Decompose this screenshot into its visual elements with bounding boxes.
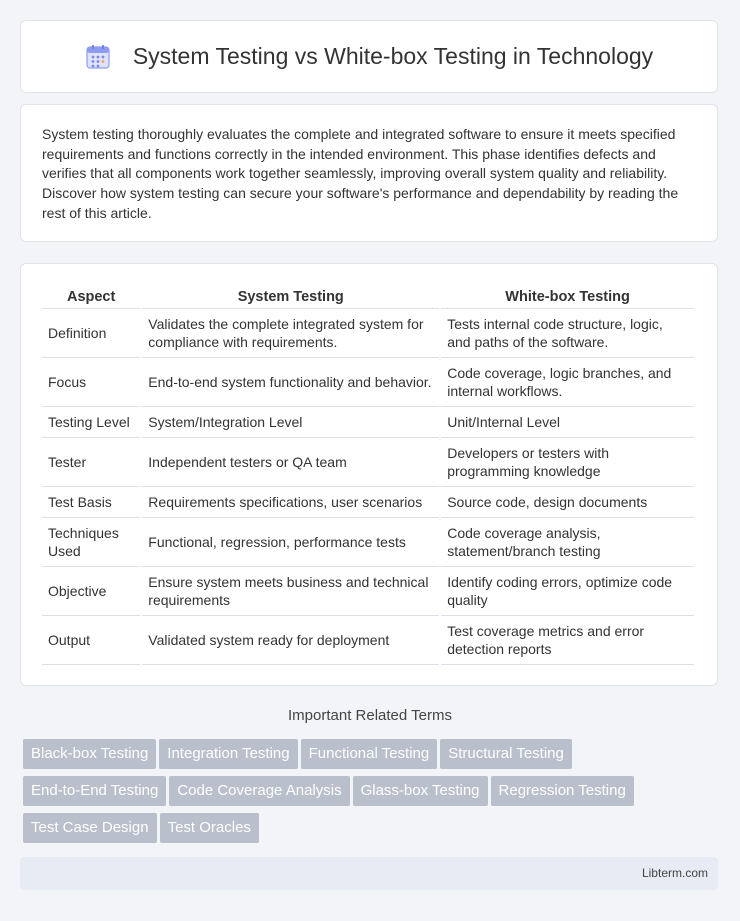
aspect-cell: Output — [42, 616, 140, 665]
table-row — [42, 616, 694, 665]
term-tag[interactable]: End-to-End Testing — [23, 776, 166, 806]
table-row — [42, 438, 694, 487]
system-testing-cell: Validates the complete integrated system for compliance with requirements. — [142, 309, 439, 358]
intro-card — [20, 104, 718, 242]
white-box-testing-cell: Test coverage metrics and error detection reports — [441, 616, 694, 665]
white-box-testing-cell: Identify coding errors, optimize code quality — [441, 567, 694, 616]
table-row — [42, 407, 694, 438]
term-tag[interactable]: Regression Testing — [491, 776, 634, 806]
system-testing-cell: System/Integration Level — [142, 407, 439, 438]
term-tag[interactable]: Test Oracles — [160, 813, 259, 843]
table-header-row — [42, 284, 694, 309]
system-testing-cell: End-to-end system functionality and behavior. — [142, 358, 439, 407]
comparison-table-card — [20, 263, 718, 686]
aspect-cell: Tester — [42, 438, 140, 487]
column-header: White-box Testing — [441, 284, 694, 309]
related-terms-list — [23, 739, 723, 850]
term-tag[interactable]: Functional Testing — [301, 739, 438, 769]
term-tag[interactable]: Test Case Design — [23, 813, 157, 843]
table-row — [42, 358, 694, 407]
comparison-table — [40, 284, 696, 665]
system-testing-cell: Independent testers or QA team — [142, 438, 439, 487]
aspect-cell: Techniques Used — [42, 518, 140, 567]
white-box-testing-cell: Code coverage analysis, statement/branch testing — [441, 518, 694, 567]
table-row — [42, 487, 694, 518]
white-box-testing-cell: Source code, design documents — [441, 487, 694, 518]
table-row — [42, 518, 694, 567]
aspect-cell: Objective — [42, 567, 140, 616]
footer-site-link[interactable]: Libterm.com — [641, 866, 708, 880]
aspect-cell: Definition — [42, 309, 140, 358]
page-title: System Testing vs White-box Testing in Technology — [132, 43, 654, 69]
term-tag[interactable]: Code Coverage Analysis — [169, 776, 349, 806]
title-card — [20, 20, 718, 93]
term-tag[interactable]: Integration Testing — [159, 739, 297, 769]
white-box-testing-cell: Unit/Internal Level — [441, 407, 694, 438]
system-testing-cell: Validated system ready for deployment — [142, 616, 439, 665]
column-header: System Testing — [142, 284, 439, 309]
system-testing-cell: Ensure system meets business and technical requirements — [142, 567, 439, 616]
related-terms-heading: Important Related Terms — [288, 707, 452, 724]
white-box-testing-cell: Tests internal code structure, logic, and paths of the software. — [441, 309, 694, 358]
intro-text: System testing thoroughly evaluates the complete and integrated software to ensure it meets specified requirements and functions correctly in the intended environment. This phase identifies defects and verifies that all components work together seamlessly, improving overall system quality and reliability. Discover how system testing can secure your software's performance and dependability by reading the rest of this article. — [42, 126, 679, 221]
column-header: Aspect — [42, 284, 140, 309]
calendar-grid-icon — [85, 44, 111, 70]
system-testing-cell: Functional, regression, performance tests — [142, 518, 439, 567]
aspect-cell: Focus — [42, 358, 140, 407]
white-box-testing-cell: Code coverage, logic branches, and internal workflows. — [441, 358, 694, 407]
white-box-testing-cell: Developers or testers with programming knowledge — [441, 438, 694, 487]
term-tag[interactable]: Black-box Testing — [23, 739, 156, 769]
table-row — [42, 309, 694, 358]
aspect-cell: Testing Level — [42, 407, 140, 438]
footer — [20, 857, 718, 890]
term-tag[interactable]: Structural Testing — [440, 739, 572, 769]
aspect-cell: Test Basis — [42, 487, 140, 518]
table-row — [42, 567, 694, 616]
term-tag[interactable]: Glass-box Testing — [353, 776, 488, 806]
system-testing-cell: Requirements specifications, user scenarios — [142, 487, 439, 518]
